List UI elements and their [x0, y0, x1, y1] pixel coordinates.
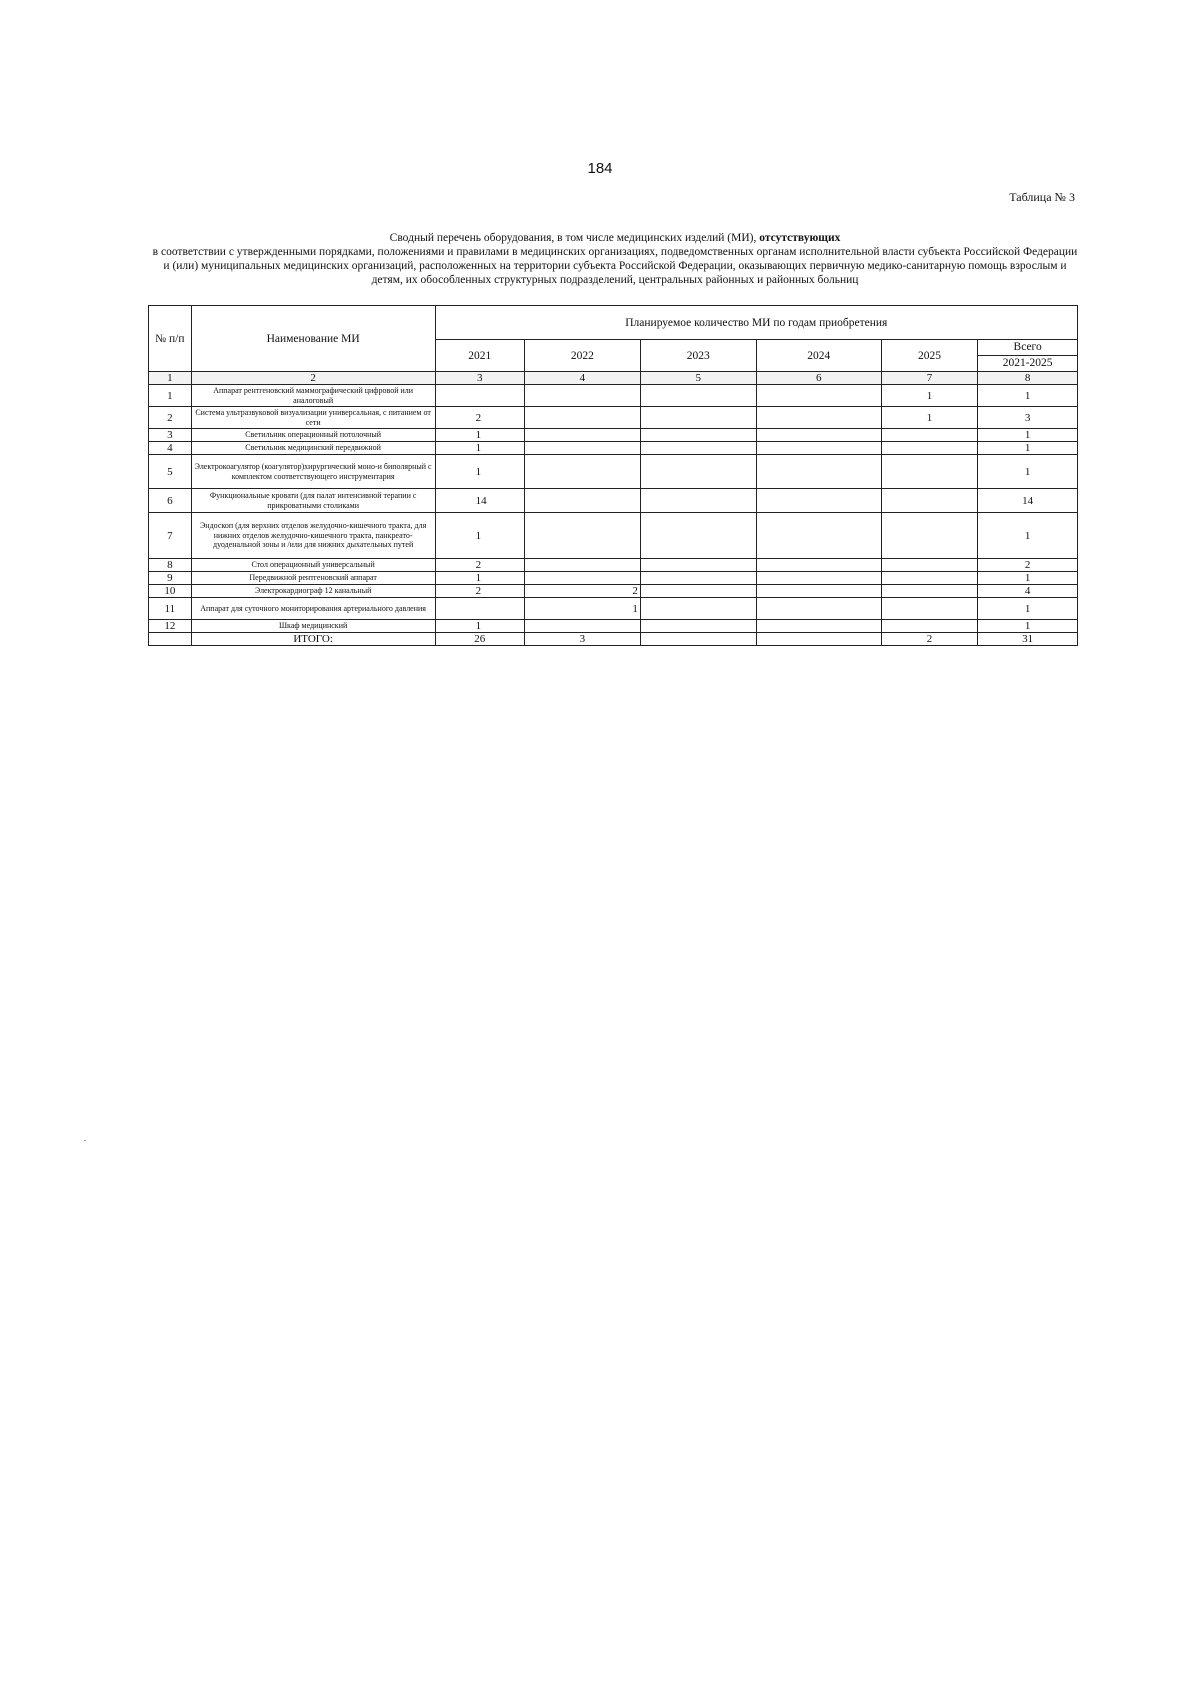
year-value: [756, 455, 881, 489]
year-value: [756, 429, 881, 442]
year-value: [756, 620, 881, 633]
year-value: 1: [525, 598, 641, 620]
row-number: 12: [149, 620, 192, 633]
title-line1-bold: отсутствующих: [759, 232, 841, 244]
document-title: [150, 231, 1080, 287]
item-name: Светильник операционный потолочный: [191, 429, 435, 442]
row-number: 3: [149, 429, 192, 442]
grand-total-value: 31: [978, 633, 1078, 646]
header-year: 2024: [756, 340, 881, 372]
table-row: [149, 442, 1078, 455]
year-value: [525, 559, 641, 572]
year-value: [640, 572, 756, 585]
year-value: 1: [435, 442, 524, 455]
row-number: 7: [149, 513, 192, 559]
year-value: [640, 385, 756, 407]
item-name: Система ультразвуковой визуализации универсальная, с питанием от сети: [191, 407, 435, 429]
year-value: [881, 585, 978, 598]
total-year-value: 2: [881, 633, 978, 646]
total-year-value: 3: [525, 633, 641, 646]
year-value: [640, 489, 756, 513]
year-value: 2: [435, 559, 524, 572]
total-year-value: 26: [435, 633, 524, 646]
year-value: 1: [435, 620, 524, 633]
year-value: [525, 429, 641, 442]
total-value: 1: [978, 572, 1078, 585]
title-line1: Сводный перечень оборудования, в том числе медицинских изделий (МИ),: [389, 232, 760, 244]
year-value: [881, 442, 978, 455]
header-num: № п/п: [149, 306, 192, 372]
header-year: 2022: [525, 340, 641, 372]
item-name: Функциональные кровати (для палат интенсивной терапии с прикроватными столиками: [191, 489, 435, 513]
year-value: [881, 572, 978, 585]
item-name: Шкаф медицинский: [191, 620, 435, 633]
year-value: 1: [435, 429, 524, 442]
index-cell: 6: [756, 372, 881, 385]
year-value: [881, 559, 978, 572]
year-value: [756, 559, 881, 572]
year-value: [881, 620, 978, 633]
year-value: [640, 407, 756, 429]
year-value: [881, 489, 978, 513]
year-value: [525, 572, 641, 585]
year-value: 14: [435, 489, 524, 513]
year-value: [640, 598, 756, 620]
year-value: 1: [881, 407, 978, 429]
total-value: 3: [978, 407, 1078, 429]
year-value: [525, 489, 641, 513]
page-number: 184: [587, 160, 613, 177]
year-value: [881, 513, 978, 559]
total-value: 1: [978, 620, 1078, 633]
row-number: 6: [149, 489, 192, 513]
item-name: Светильник медицинский передвижной: [191, 442, 435, 455]
table-row: [149, 559, 1078, 572]
year-value: [756, 572, 881, 585]
header-name: Наименование МИ: [191, 306, 435, 372]
year-value: [881, 429, 978, 442]
year-value: [756, 513, 881, 559]
year-value: [640, 620, 756, 633]
year-value: [525, 455, 641, 489]
year-value: 1: [435, 572, 524, 585]
total-value: 2: [978, 559, 1078, 572]
year-value: [525, 407, 641, 429]
year-value: [640, 585, 756, 598]
table-row: [149, 620, 1078, 633]
table-row: [149, 429, 1078, 442]
total-value: 14: [978, 489, 1078, 513]
item-name: Электрокардиограф 12 канальный: [191, 585, 435, 598]
total-row: [149, 633, 1078, 646]
year-value: [435, 598, 524, 620]
total-value: 1: [978, 455, 1078, 489]
year-value: 2: [435, 407, 524, 429]
row-number: 11: [149, 598, 192, 620]
year-value: [756, 489, 881, 513]
total-value: 1: [978, 385, 1078, 407]
year-value: [640, 513, 756, 559]
total-value: 1: [978, 598, 1078, 620]
year-value: [756, 442, 881, 455]
year-value: [640, 442, 756, 455]
header-total-label: Всего: [978, 340, 1077, 356]
scan-speck: [84, 1140, 86, 1141]
year-value: 1: [881, 385, 978, 407]
year-value: 2: [435, 585, 524, 598]
year-value: 1: [435, 513, 524, 559]
index-cell: 1: [149, 372, 192, 385]
year-value: [756, 598, 881, 620]
row-number: 8: [149, 559, 192, 572]
header-year: 2023: [640, 340, 756, 372]
header-total: [978, 340, 1078, 372]
total-value: 1: [978, 513, 1078, 559]
item-name: Аппарат для суточного мониторирования артериального давления: [191, 598, 435, 620]
total-row-num: [149, 633, 192, 646]
header-year: 2025: [881, 340, 978, 372]
year-value: [525, 385, 641, 407]
index-cell: 4: [525, 372, 641, 385]
year-value: [525, 620, 641, 633]
index-cell: 5: [640, 372, 756, 385]
table-label: Таблица № 3: [1009, 190, 1075, 204]
item-name: Электрокоагулятор (коагулятор)хирургический моно-и биполярный с комплектом соответствующего инструментария: [191, 455, 435, 489]
equipment-table: [148, 305, 1078, 646]
column-index-row: [149, 372, 1078, 385]
index-cell: 2: [191, 372, 435, 385]
total-row-label: ИТОГО:: [191, 633, 435, 646]
table-row: [149, 572, 1078, 585]
year-value: [756, 385, 881, 407]
table-row: [149, 513, 1078, 559]
year-value: [640, 455, 756, 489]
year-value: [525, 513, 641, 559]
item-name: Эндоскоп (для верхних отделов желудочно-кишечного тракта, для нижних отделов желудочно-кишечного тракта, панкреато-дуоденальной зоны и /или для нижних дыхательных путей: [191, 513, 435, 559]
total-value: 4: [978, 585, 1078, 598]
total-value: 1: [978, 429, 1078, 442]
row-number: 4: [149, 442, 192, 455]
header-planned: Планируемое количество МИ по годам приобретения: [435, 306, 1077, 340]
item-name: Передвижной рентгеновский аппарат: [191, 572, 435, 585]
year-value: [756, 585, 881, 598]
row-number: 1: [149, 385, 192, 407]
table-row: [149, 489, 1078, 513]
index-cell: 8: [978, 372, 1078, 385]
item-name: Стол операционный универсальный: [191, 559, 435, 572]
header-total-range: 2021-2025: [1002, 357, 1053, 369]
year-value: [756, 407, 881, 429]
total-year-value: [756, 633, 881, 646]
row-number: 10: [149, 585, 192, 598]
year-value: 1: [435, 455, 524, 489]
table-row: [149, 407, 1078, 429]
year-value: [881, 598, 978, 620]
table-row: [149, 598, 1078, 620]
row-number: 9: [149, 572, 192, 585]
table-row: [149, 455, 1078, 489]
year-value: [435, 385, 524, 407]
year-value: [640, 559, 756, 572]
row-number: 5: [149, 455, 192, 489]
year-value: [640, 429, 756, 442]
header-year: 2021: [435, 340, 524, 372]
year-value: [881, 455, 978, 489]
total-year-value: [640, 633, 756, 646]
table-row: [149, 385, 1078, 407]
total-value: 1: [978, 442, 1078, 455]
index-cell: 7: [881, 372, 978, 385]
title-rest: в соответствии с утвержденными порядками, положениями и правилами в медицинских организациях, подведомственных органам исполнительной власти субъекта Российской Федерации и (или) муниципальных медицинских организаций, расположенных на территории субъекта Российской Федерации, оказывающих первичную медико-санитарную помощь взрослым и детям, их обособленных структурных подразделений, центральных районных и районных больниц: [152, 246, 1078, 286]
row-number: 2: [149, 407, 192, 429]
year-value: [525, 442, 641, 455]
table-row: [149, 585, 1078, 598]
item-name: Аппарат рентгеновский маммографический цифровой или аналоговый: [191, 385, 435, 407]
table-body: [149, 372, 1078, 646]
year-value: 2: [525, 585, 641, 598]
index-cell: 3: [435, 372, 524, 385]
